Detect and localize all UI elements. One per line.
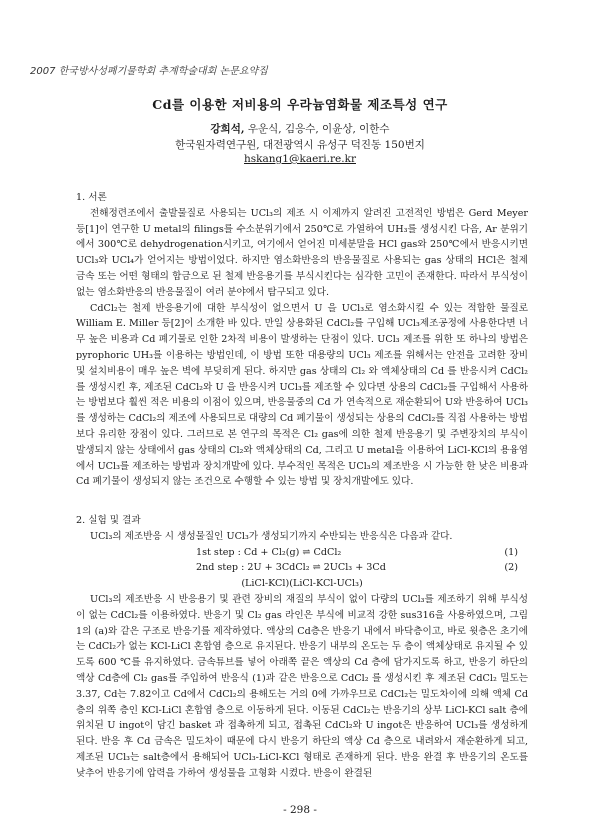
section-experiment xyxy=(76,513,528,782)
section-heading-introduction: 1. 서론 xyxy=(76,192,107,203)
reaction-1-equation: 1st step : Cd + Cl₂(g) ⇌ CdCl₂ xyxy=(196,546,342,558)
reaction-phase-label: (LiCl-KCl)(LiCl-KCl-UCl₃) xyxy=(241,578,363,590)
affiliation: 한국원자력연구원, 대전광역시 유성구 덕진동 150번지 xyxy=(175,139,425,151)
reaction-2-equation: 2nd step : 2U + 3CdCl₂ ⇌ 2UCl₃ + 3Cd xyxy=(196,562,386,574)
section-heading-experiment: 2. 실험 및 결과 xyxy=(76,515,141,526)
reaction-1 xyxy=(76,545,528,561)
paper-title: Cd를 이용한 저비용의 우라늄염화물 제조특성 연구 xyxy=(152,97,448,112)
experiment-intro: UCl₃의 제조반응 시 생성물질인 UCl₃가 생성되기까지 수반되는 반응식은 다음과 같다. xyxy=(90,530,453,542)
author-list xyxy=(0,121,600,136)
intro-paragraph-1: 전해정련조에서 출발물질로 사용되는 UCl₃의 제조 시 이제까지 알려진 고전적인 방법은 Gerd Meyer 등[1]이 연구한 U metal의 filings를 수소분위기에서 250℃로 가열하여 UH₃를 생성시킨 다음, Ar 분위기에서 300℃로 dehydrogenation시키고, 여기에서 얻어진 미세분말을 HCl gas와 250℃에서 반응시키면 UCl₃와 UCl₄가 얻어지는 방법이었다. 하지만 염소화반응의 반응물질로 사용되는 gas 상태의 HCl은 철제 금속 또는 어떤 형태의 합금으로 된 철제 반응용기를 부식시킨다는 심각한 고민이 존재한다. 따라서 부식성이 없는 염소화반응의 반응물질이 여러 분야에서 탐구되고 있다. xyxy=(76,207,528,298)
reaction-2-number: (2) xyxy=(504,562,518,574)
lead-author: 강희석, xyxy=(210,123,245,135)
conference-header: 2007 한국방사성폐기물학회 추계학술대회 논문요약집 xyxy=(30,66,268,77)
page-number: - 298 - xyxy=(283,804,317,816)
experiment-paragraph-1: UCl₃의 제조반응 시 반응용기 및 관련 장비의 재질의 부식이 없이 다량의 UCl₃를 제조하기 위해 부식성이 없는 CdCl₂를 이용하였다. 반응기 및 Cl₂ gas 라인은 부식에 비교적 강한 sus316을 사용하였으며, 그림 1의 (a)와 같은 구조로 반응기를 제작하였다. 액상의 Cd층은 반응기 내에서 바닥층이고, 바로 윗층은 초기에는 CdCl₂가 없는 KCl-LiCl 혼합염 층으로 유지된다. 반응기 내부의 온도는 두 층이 액체상태로 유지될 수 있도록 600 ℃를 유지하였다. 금속튜브를 넣어 아래쪽 끝은 액상의 Cd 층에 담가지도록 하고, 반응기 하단의 액상 Cd층에 Cl₂ gas를 주입하여 반응식 (1)과 같은 반응으로 CdCl₂ 를 생성시킨 후 제조된 CdCl₂ 밀도는 3.37, Cd는 7.82이고 Cd에서 CdCl₂의 용해도는 거의 0에 가까우므로 CdCl₂는 밀도차이에 의해 액체 Cd층의 위쪽 층인 KCl-LiCl 혼합염 층으로 이동하게 된다. 이동된 CdCl₂는 반응기의 상부 LiCl-KCl salt 층에 위치된 U ingot이 담긴 basket 과 접촉하게 되고, 접촉된 CdCl₂와 U ingot은 반응하여 UCl₃를 생성하게 된다. 반응 후 Cd 금속은 밀도차이 때문에 다시 반응기 하단의 액상 Cd 층으로 내려와서 재순환하게 되고, 제조된 UCl₃는 salt층에서 용해되어 UCl₃-LiCl-KCl 형태로 존재하게 된다. 반응 완결 후 반응기의 온도를 낮추어 반응기에 압력을 가하여 생성물을 고형화 시켰다. 반응이 완결된 xyxy=(76,593,528,779)
reaction-1-number: (1) xyxy=(504,546,518,558)
section-introduction xyxy=(76,190,528,490)
intro-paragraph-2: CdCl₂는 철제 반응용기에 대한 부식성이 없으면서 U 을 UCl₃로 염소화시킬 수 있는 적합한 물질로 William E. Miller 등[2]이 소개한 바 있다. 만일 상용화된 CdCl₂를 구입해 UCl₃제조공정에 사용한다면 너무 높은 비용과 Cd 폐기물로 인한 2차적 비용이 발생하는 단점이 있다. UCl₃ 제조를 위한 또 하나의 방법은 pyrophoric UH₃를 이용하는 방법인데, 이 방법 또한 대용량의 UCl₃ 제조를 위해서는 안전을 고려한 장비 및 설치비용이 매우 높은 벽에 부딪히게 된다. 하지만 gas 상태의 Cl₂ 와 액체상태의 Cd 를 반응시켜 CdCl₂를 생성시킨 후, 제조된 CdCl₂와 U 을 반응시켜 UCl₃를 제조할 수 있다면 상용의 CdCl₂를 구입해서 사용하는 방법보다 훨씬 적은 비용의 이점이 있으며, 반응물중의 Cd 가 연속적으로 재순환되어 U와 반응하여 UCl₃를 생성하는 CdCl₂의 제조에 사용되므로 대량의 Cd 폐기물이 생성되는 상용의 CdCl₂를 직접 사용하는 방법보다 유리한 장점이 있다. 그러므로 본 연구의 목적은 Cl₂ gas에 의한 철제 반응용기 및 주변장치의 부식이 발생되지 않는 상태에서 gas 상태의 Cl₂와 액체상태의 Cd, 그리고 U metal을 이용하여 LiCl-KCl의 용융염에서 UCl₃를 제조하는 방법과 장치개발에 있다. 부수적인 목적은 UCl₃의 제조반응 시 가능한 한 낮은 비용과 Cd 폐기물이 생성되지 않는 조건으로 수행할 수 있는 방법 및 장치개발에도 있다. xyxy=(76,302,528,488)
reaction-2 xyxy=(76,560,528,576)
author-email: hskang1@kaeri.re.kr xyxy=(244,153,356,165)
co-authors: 우운식, 김응수, 이윤상, 이한수 xyxy=(244,123,390,135)
